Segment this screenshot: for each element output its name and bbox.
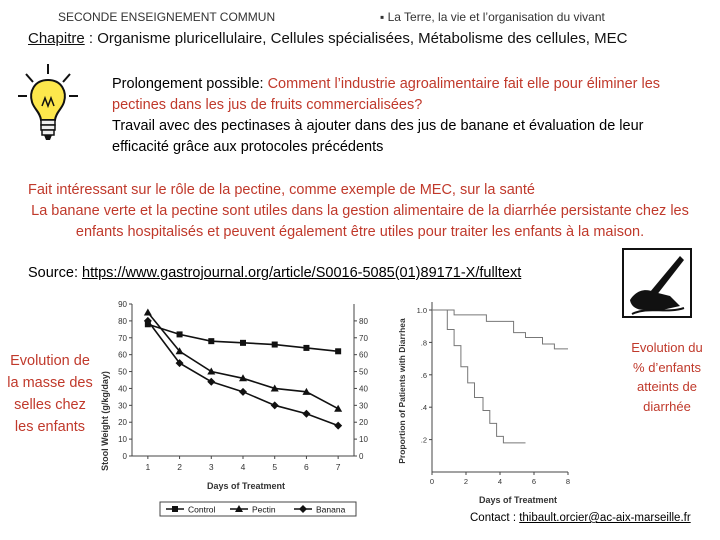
chart1-ytick-label: 90 [118,300,127,309]
chart1-ytick-label: 30 [118,401,127,411]
chart1-xtick-label: 2 [177,462,182,472]
diarrhea-proportion-chart [396,296,630,508]
chart1-legend-label: Pectin [252,504,276,515]
intro-text [112,74,682,158]
stool-weight-chart [96,296,390,515]
chart1-point-control [303,345,309,351]
chart1-xtick-label: 3 [208,462,214,472]
chart1-ytick-label: 60 [118,350,127,360]
chart1-xtick-label: 5 [272,462,278,472]
header-course: SECONDE ENSEIGNEMENT COMMUN [58,10,276,24]
chart2-xlabel: Days of Treatment [478,495,558,505]
source-line [28,265,521,281]
chart1-y2tick-label: 40 [359,384,368,394]
chart1-xtick-label: 7 [335,462,341,472]
fact-body: La banane verte et la pectine sont utiles dans la gestion alimentaire de la diarrhée persistante chez les enfants hospitalisés et peuvent également être utiles pour traiter les enfants à la maison. [31,203,689,240]
chart2-ylabel: Proportion of Patients with Diarrhea [397,318,407,464]
intro-question: Comment l’industrie agroalimentaire fait elle pour éliminer les pectines dans les jus de fruits commercialisées? [112,76,661,113]
chart1-y2tick-label: 80 [359,316,368,326]
chart1-point-control [272,342,278,348]
label-diarrhea-percent: Evolution du % d’enfants atteints de diarrhée [631,340,703,414]
chart2-ytick-label: .4 [420,403,427,413]
intro-work: Travail avec des pectinases à ajouter dans des jus de banane et évaluation de leur efficacité grâce aux protocoles précédents [112,118,644,155]
chart1-y2tick-label: 0 [359,452,364,461]
chart1-y2tick-label: 60 [359,350,368,360]
chart1-point-pectin [144,308,152,315]
pen-writing-icon [622,248,692,318]
header-topic: ▪ La Terre, la vie et l’organisation du vivant [380,10,605,24]
chart1-series-banana [148,321,338,426]
chart2-series-treated [432,310,526,443]
chart2-xtick-label: 6 [531,477,537,486]
title-prefix: Chapitre [28,30,85,47]
chart1-y2tick-label: 20 [359,418,368,428]
chart1-point-banana [239,388,247,396]
chart1-ylabel: Stool Weight (g/kg/day) [100,371,110,471]
chart1-point-banana [334,422,342,430]
chart1-point-control [177,331,183,337]
chart2-xtick-label: 2 [463,477,469,486]
chart1-point-banana [207,378,215,386]
lightbulb-icon [18,62,82,152]
chart2-ytick-label: .6 [420,370,427,380]
chart1-point-banana [271,401,279,409]
chart1-y2tick-label: 50 [359,367,368,377]
chart1-xtick-label: 6 [304,462,309,472]
chart2-ytick-label: 1.0 [416,306,427,315]
chart1-y2tick-label: 70 [359,333,368,343]
chart1-legend [160,502,356,516]
chart1-ytick-label: 50 [118,367,127,377]
chart1-point-pectin [207,368,215,375]
source-label: Source: [28,265,82,281]
contact-line [470,512,691,524]
chart2-ytick-label: .8 [420,338,427,348]
fact-heading: Fait intéressant sur le rôle de la pectine, comme exemple de MEC, sur la santé [28,182,535,198]
chart1-point-banana [302,410,310,418]
chart1-legend-marker [172,506,178,512]
chart1-point-control [208,338,214,344]
chart1-y2tick-label: 10 [359,435,368,445]
chart2-xtick-label: 0 [429,477,435,486]
chart2-xtick-label: 8 [565,477,571,486]
chart2-ytick-label: .2 [420,435,427,445]
chart1-y2tick-label: 30 [359,401,368,411]
chart1-point-control [335,348,341,354]
chart1-xlabel: Days of Treatment [206,481,286,491]
chart1-point-pectin [334,405,342,412]
intro-label: Prolongement possible: [112,76,268,92]
title-rest: : Organisme pluricellulaire, Cellules spécialisées, Métabolisme des cellules, MEC [84,30,628,47]
chart1-ytick-label: 0 [122,452,127,461]
contact-label: Contact : [470,512,520,524]
page-title [28,30,627,47]
chart1-xtick-label: 1 [145,462,151,472]
chart1-ytick-label: 70 [118,333,127,343]
source-link[interactable]: https://www.gastrojournal.org/article/S0016-5085(01)89171-X/fulltext [82,265,522,281]
fact-block [28,180,692,243]
chart1-ytick-label: 10 [118,435,127,445]
chart2-xtick-label: 4 [497,477,503,486]
chart1-legend-label: Control [188,504,216,515]
label-stool-mass: Evolution de la masse des selles chez les enfants [7,353,93,435]
chart1-point-control [240,340,246,346]
chart1-legend-label: Banana [316,504,346,515]
contact-email-link[interactable]: thibault.orcier@ac-aix-marseille.fr [519,512,691,524]
chart1-ytick-label: 20 [118,418,127,428]
chart1-ytick-label: 80 [118,316,127,326]
chart1-xtick-label: 4 [240,462,246,472]
chart1-ytick-label: 40 [118,384,127,394]
